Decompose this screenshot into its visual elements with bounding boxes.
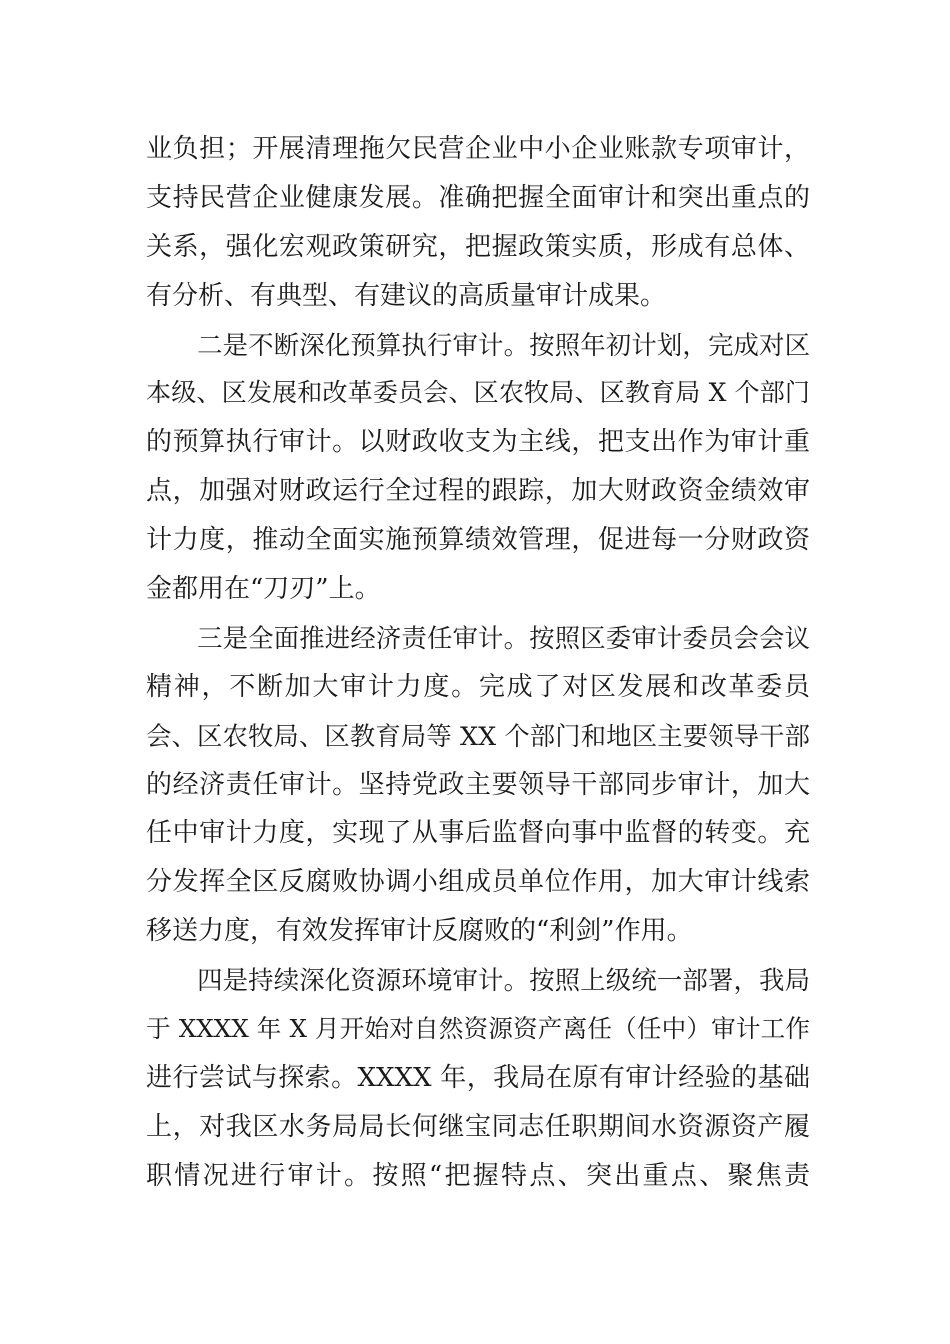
text-line: 于 XXXX 年 X 月开始对自然资源资产离任（任中）审计工作 [146, 1014, 810, 1044]
text-line: 有分析、有典型、有建议的高质量审计成果。 [146, 280, 667, 311]
text-line: 本级、区发展和改革委员会、区农牧局、区教育局 X 个部门 [146, 378, 810, 408]
text-line: 进行尝试与探索。XXXX 年，我局在原有审计经验的基础 [146, 1062, 810, 1093]
text-line: 金都用在“刀刃”上。 [146, 574, 381, 605]
text-line: 任中审计力度，实现了从事后监督向事中监督的转变。充 [146, 818, 810, 849]
text-line: 移送力度，有效发挥审计反腐败的“利剑”作用。 [146, 916, 693, 947]
text-line: 分发挥全区反腐败协调小组成员单位作用，加大审计线索 [146, 867, 810, 898]
text-line: 会、区农牧局、区教育局等 XX 个部门和地区主要领导干部 [146, 720, 810, 751]
text-line: 计力度，推动全面实施预算绩效管理，促进每一分财政资 [146, 525, 810, 556]
text-line: 职情况进行审计。按照“把握特点、突出重点、聚焦责 [146, 1160, 810, 1191]
text-line: 关系，强化宏观政策研究，把握政策实质，形成有总体、 [146, 231, 810, 262]
text-line: 支持民营企业健康发展。准确把握全面审计和突出重点的 [146, 182, 810, 213]
paragraph-3-start: 三是全面推进经济责任审计。按照区委审计委员会会议 [146, 622, 810, 653]
text-line: 点，加强对财政运行全过程的跟踪，加大财政资金绩效审 [146, 476, 810, 507]
text-line: 精神，不断加大审计力度。完成了对区发展和改革委员 [146, 671, 810, 702]
document-body [146, 125, 810, 1201]
text-line: 上，对我区水务局局长何继宝同志任职期间水资源资产履 [146, 1111, 810, 1142]
text-line: 的经济责任审计。坚持党政主要领导干部同步审计，加大 [146, 769, 810, 800]
paragraph-4-start: 四是持续深化资源环境审计。按照上级统一部署，我局 [146, 965, 810, 996]
text-line: 的预算执行审计。以财政收支为主线，把支出作为审计重 [146, 427, 810, 458]
paragraph-2-start: 二是不断深化预算执行审计。按照年初计划，完成对区 [146, 329, 810, 360]
text-line: 业负担；开展清理拖欠民营企业中小企业账款专项审计， [146, 134, 810, 164]
